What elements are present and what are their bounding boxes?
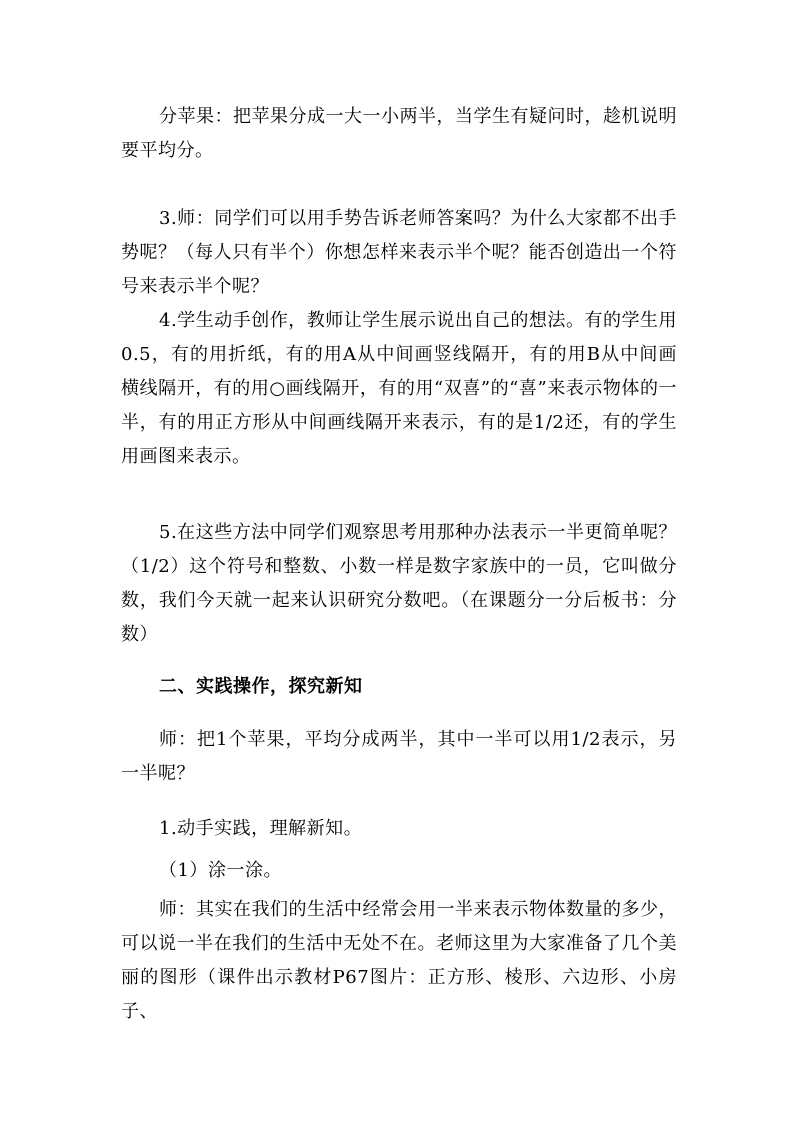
paragraph-teacher-apple: 师：把1个苹果，平均分成两半，其中一半可以用1/2表示，另一半呢？: [121, 729, 677, 784]
paragraph-hands-on: 1.动手实践，理解新知。: [159, 818, 363, 839]
paragraph-apple-split: 分苹果：把苹果分成一大一小两半，当学生有疑问时，趁机说明要平均分。: [121, 106, 677, 161]
paragraph-teacher-shapes: 师：其实在我们的生活中经常会用一半来表示物体数量的多少，可以说一半在我们的生活中无处不在。老师这里为大家准备了几个美丽的图形（课件出示教材P67图片：正方形、棱形、六边形、小房子、: [121, 899, 677, 1022]
paragraph-step-4: 4.学生动手创作，教师让学生展示说出自己的想法。有的学生用0.5，有的用折纸，有的用A从中间画竖线隔开，有的用B从中间画横线隔开，有的用○画线隔开，有的用“双喜”的“喜”来表示物体的一半，有的用正方形从中间画线隔开来表示，有的是1/2还，有的学生用画图来表示。: [121, 310, 677, 467]
section-heading-practice: 二、实践操作，探究新知: [159, 676, 363, 697]
paragraph-step-3: 3.师：同学们可以用手势告诉老师答案吗？为什么大家都不出手势呢？（每人只有半个）你想怎样来表示半个呢？能否创造出一个符号来表示半个呢？: [121, 208, 677, 297]
paragraph-step-5: 5.在这些方法中同学们观察思考用那种办法表示一半更简单呢？（1/2）这个符号和整数、小数一样是数字家族中的一员，它叫做分数，我们今天就一起来认识研究分数吧。（在课题分一分后板书：分数）: [121, 522, 677, 645]
paragraph-color-in: （1）涂一涂。: [159, 860, 282, 881]
